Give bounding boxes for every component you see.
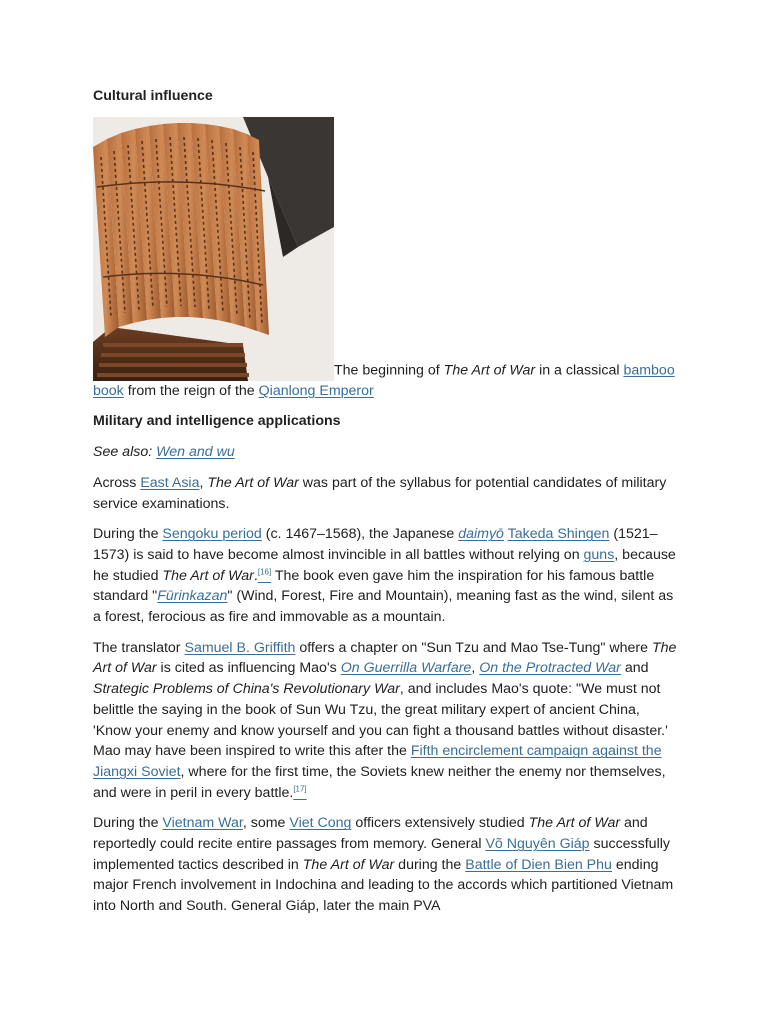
bamboo-book-image[interactable] (93, 117, 334, 381)
link-furinkazan[interactable]: Fūrinkazan (157, 588, 228, 605)
paragraph-vietnam: During the Vietnam War, some Viet Cong officers extensively studied The Art of War and reportedly could recite entire passages from memory. General Võ Nguyên Giáp successfully implemented tactics described in The Art of War during the Battle of Dien Bien Phu ending major French involvement in Indochina and leading to the accords which partitioned Vietnam into North and South. General Giáp, later the main PVA (93, 815, 674, 915)
link-on-guerrilla-warfare[interactable]: On Guerrilla Warfare (340, 660, 472, 677)
paragraph-east-asia: Across East Asia, The Art of War was part of the syllabus for potential candidates of military service examinations. (93, 474, 667, 512)
link-wen-and-wu[interactable]: Wen and wu (156, 444, 235, 461)
link-samuel-griffith[interactable]: Samuel B. Griffith (184, 639, 296, 656)
paragraph-griffith: The translator Samuel B. Griffith offers a chapter on "Sun Tzu and Mao Tse-Tung" where The Art of War is cited as influencing Mao's On Guerrilla Warfare, On the Protracted War and Strategic Problems of China's Revolutionary War, and includes Mao's quote: "We must not belittle the saying in the book of Sun Wu Tzu, the great military expert of ancient China, 'Know your enemy and know yourself and you can fight a thousand battles without disaster.' Mao may have been inspired to write this after the Fifth encirclement campaign against the Jiangxi Soviet, where for the first time, the Soviets knew neither the enemy nor themselves, and were in peril in every battle.[17] (93, 639, 677, 801)
section-heading-military: Military and intelligence applications (93, 413, 341, 430)
link-on-the-protracted-war[interactable]: On the Protracted War (479, 660, 621, 677)
link-viet-cong[interactable]: Viet Cong (289, 815, 352, 832)
caption-book-title: The Art of War (443, 362, 536, 378)
link-east-asia[interactable]: East Asia (140, 474, 200, 491)
figure-with-caption: The beginning of The Art of War in a classical bamboo book from the reign of the Qianlong Emperor (93, 117, 678, 402)
link-fifth-encirclement-campaign[interactable]: Fifth encirclement campaign against the Jiangxi Soviet (93, 743, 662, 780)
article-body (93, 86, 678, 927)
link-takeda-shingen[interactable]: Takeda Shingen (507, 526, 610, 543)
link-guns[interactable]: guns (583, 546, 615, 563)
section-heading-cultural-influence: Cultural influence (93, 88, 213, 104)
reference-16[interactable]: [16] (257, 566, 272, 576)
link-bamboo-book[interactable]: bamboo book (93, 362, 675, 399)
link-vietnam-war[interactable]: Vietnam War (162, 815, 243, 832)
caption-text: The beginning of (334, 362, 444, 378)
reference-17[interactable]: [17] (293, 783, 307, 793)
link-daimyo[interactable]: daimyō (458, 526, 504, 543)
link-sengoku-period[interactable]: Sengoku period (162, 526, 262, 543)
paragraph-sengoku: During the Sengoku period (c. 1467–1568), the Japanese daimyō Takeda Shingen (1521–1573) is said to have become almost invincible in all battles without relying on guns, because he studied The Art of War.[16] The book even gave him the inspiration for his famous battle standard "Fūrinkazan" (Wind, Forest, Fire and Mountain), meaning fast as the wind, silent as a forest, ferocious as fire and immovable as a mountain. (93, 526, 676, 626)
link-battle-of-dien-bien-phu[interactable]: Battle of Dien Bien Phu (465, 856, 612, 873)
link-vo-nguyen-giap[interactable]: Võ Nguyên Giáp (485, 836, 590, 853)
see-also-line: See also: Wen and wu (93, 444, 235, 461)
link-qianlong-emperor[interactable]: Qianlong Emperor (258, 382, 374, 399)
